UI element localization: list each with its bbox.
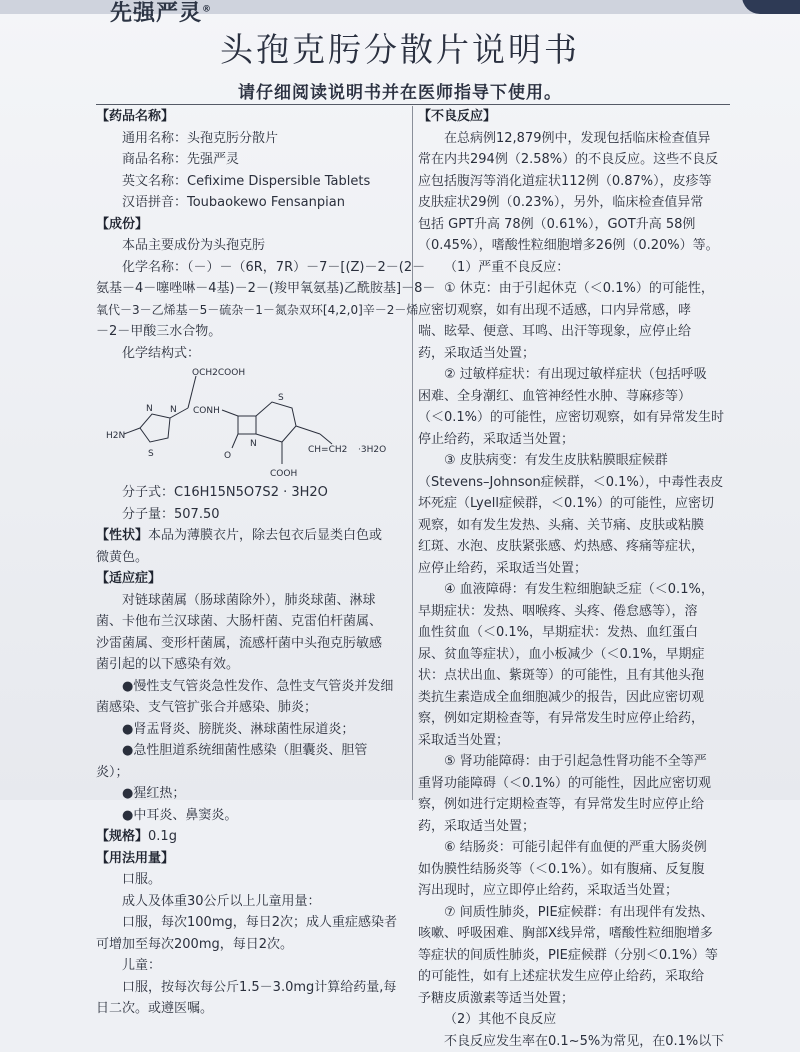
adverse-line: 察，例如定期检查等，有异常发生时应停止给药， [418,708,718,730]
adverse-line: 察，例如进行定期检查等，有异常发生时应停止给 [418,794,718,816]
right-column [418,106,718,1052]
adverse-line: 如伪膜性结肠炎等（＜0.1%）。如有腹痛、反复腹 [418,859,718,881]
property-text: 本品为薄膜衣片，除去包衣后显类白色或 [148,528,382,543]
adverse-line: 予糖皮质激素等适当处置； [418,988,718,1010]
usage-line: 成人及体重30公斤以上儿童用量： [96,891,410,913]
usage-heading: 【用法用量】 [96,848,410,870]
spec-heading: 【规格】 [96,829,148,844]
adverse-line: ③ 皮肤病变：有发生皮肤粘膜眼症候群 [418,450,718,472]
document-title: 头孢克肟分散片说明书 [0,24,800,71]
structure-hydrate: ·3H2O [358,445,386,455]
chemical-name-line: 氧代－3－乙烯基－5－硫杂－1－氮杂双环[4,2,0]辛－2－烯 [96,300,410,322]
adverse-line: 坏死症（Lyell症候群，＜0.1%）的可能性，应密切 [418,493,718,515]
adverse-line: ④ 血液障碍：有发生粒细胞缺乏症（＜0.1%， [418,579,718,601]
usage-warning: 请仔细阅读说明书并在医师指导下使用。 [0,78,800,103]
structure-cooh: COOH [270,469,297,479]
structure-n-oxime: N [170,405,177,415]
adverse-line: 血性贫血（＜0.1%，早期症状：发热、血红蛋白 [418,622,718,644]
indication-line: 菌感染、支气管扩张合并感染、肺炎； [96,697,410,719]
adverse-line: 尿、贫血等症状），血小板减少（＜0.1%，早期症 [418,644,718,666]
chemical-name-line: －2－甲酸三水合物。 [96,321,410,343]
registered-mark: ® [202,5,212,15]
composition-intro: 本品主要成份为头孢克肟 [96,235,410,257]
adverse-line: 泻出现时，应立即停止给药，采取适当处置； [418,880,718,902]
adverse-line: 药，采取适当处置； [418,816,718,838]
structure-n-thiazole: N [146,404,153,414]
property-text: 微黄色。 [96,547,410,569]
column-divider [412,106,413,800]
structure-diagram [96,364,410,482]
chemical-structure [96,364,410,482]
corner-badge [742,0,800,14]
property-heading: 【性状】 [96,528,148,543]
molecular-weight: 分子量：507.50 [96,504,410,526]
structure-h2n: H2N [106,431,125,441]
adverse-line: ① 休克：由于引起休克（＜0.1%）的可能性， [418,278,718,300]
chemical-name-line: 化学名称：（－）－（6R，7R）－7－[(Z)－2－(2－ [96,257,410,279]
english-name: 英文名称：Cefixime Dispersible Tablets [96,171,410,193]
structure-label: 化学结构式： [96,343,410,365]
indication-bullet: ●慢性支气管炎急性发作、急性支气管炎并发细 [96,676,410,698]
usage-line: 口服。 [96,869,410,891]
spec-value: 0.1g [148,829,177,844]
adverse-line: ⑦ 间质性肺炎，PIE症候群：有出现伴有发热、 [418,902,718,924]
usage-line: 日二次。或遵医嘱。 [96,998,410,1020]
adverse-line: 等症状的间质性肺炎，PIE症候群（分别＜0.1%）等 [418,945,718,967]
indication-line: 沙雷菌属、变形杆菌属，流感杆菌中头孢克肟敏感 [96,633,410,655]
adverse-line: ② 过敏样症状：有出现过敏样症状（包括呼吸 [418,364,718,386]
brand-name: 先强严灵 [110,1,202,26]
adverse-line: 喘、眩晕、便意、耳鸣、出汗等现象，应停止给 [418,321,718,343]
indication-heading: 【适应症】 [96,568,410,590]
adverse-line: 重肾功能障碍（＜0.1%）的可能性，因此应密切观 [418,773,718,795]
adverse-line: （1）严重不良反应： [418,257,718,279]
adverse-line: 早期症状：发热、咽喉疼、头疼、倦怠感等），溶 [418,601,718,623]
adverse-line: 包括 GPT升高 78例（0.61%），GOT升高 58例 [418,214,718,236]
indication-bullet: ●中耳炎、鼻窦炎。 [96,805,410,827]
adverse-line: ⑥ 结肠炎：可能引起伴有血便的严重大肠炎例 [418,837,718,859]
structure-s-thiazole: S [148,449,154,459]
adverse-line: 常在内共294例（2.58%）的不良反应。这些不良反 [418,149,718,171]
usage-line: 口服，每次100mg，每日2次；成人重症感染者 [96,912,410,934]
adverse-heading: 【不良反应】 [418,106,718,128]
structure-n-lactam: N [250,439,257,449]
usage-line: 儿童： [96,955,410,977]
structure-s-ring: S [278,393,284,403]
adverse-line: 类抗生素造成全血细胞减少的报告，因此应密切观 [418,687,718,709]
adverse-line: 不良反应发生率在0.1~5%为常见，在0.1%以下 [418,1031,718,1052]
adverse-line: 应密切观察，如有出现不适感，口内异常感，哮 [418,300,718,322]
adverse-line: （＜0.1%）的可能性，应密切观察，如有异常发生时 [418,407,718,429]
adverse-line: 在总病例12,879例中，发现包括临床检查值异 [418,128,718,150]
adverse-line: 的可能性，如有上述症状发生应停止给药，采取给 [418,966,718,988]
drug-name-heading: 【药品名称】 [96,106,410,128]
adverse-line: 红斑、水泡、皮肤紧张感、灼热感、疼痛等症状， [418,536,718,558]
indication-bullet: ●猩红热； [96,783,410,805]
adverse-line: 药，采取适当处置； [418,343,718,365]
adverse-line: ⑤ 肾功能障碍：由于引起急性肾功能不全等严 [418,751,718,773]
structure-och2cooh: OCH2COOH [192,368,245,378]
adverse-line: （Stevens–Johnson症候群，＜0.1%），中毒性表皮 [418,472,718,494]
adverse-line: 皮肤症状29例（0.23%），另外，临床检查值异常 [418,192,718,214]
adverse-line: 采取适当处置； [418,730,718,752]
usage-line: 可增加至每次200mg，每日2次。 [96,934,410,956]
top-divider [96,104,730,105]
molecular-formula: 分子式：C16H15N5O7S2 · 3H2O [96,482,410,504]
adverse-line: 应停止给药，采取适当处置； [418,558,718,580]
indication-line: 对链球菌属（肠球菌除外），肺炎球菌、淋球 [96,590,410,612]
adverse-line: 停止给药，采取适当处置； [418,429,718,451]
brand-logo [110,0,212,27]
adverse-line: 咳嗽、呼吸困难、胸部X线异常，嗜酸性粒细胞增多 [418,923,718,945]
generic-name: 通用名称：头孢克肟分散片 [96,128,410,150]
indication-line: 菌、卡他布兰汉球菌、大肠杆菌、克雷伯杆菌属、 [96,611,410,633]
structure-conh: CONH [193,406,220,416]
adverse-line: 困难、全身潮红、血管神经性水肿、荨麻疹等） [418,386,718,408]
structure-vinyl: CH=CH2 [308,445,347,455]
indication-bullet: ●急性胆道系统细菌性感染（胆囊炎、胆管 [96,740,410,762]
trade-name: 商品名称：先强严灵 [96,149,410,171]
adverse-line: （0.45%），嗜酸性粒细胞增多26例（0.20%）等。 [418,235,718,257]
adverse-line: 应包括腹泻等消化道症状112例（0.87%），皮疹等 [418,171,718,193]
adverse-line: 观察，如有发生发热、头痛、关节痛、皮肤或粘膜 [418,515,718,537]
adverse-line: （2）其他不良反应 [418,1009,718,1031]
indication-bullet: ●肾盂肾炎、膀胱炎、淋球菌性尿道炎； [96,719,410,741]
chemical-name-line: 氨基－4－噻唑啉－4基)－2－(羧甲氧氨基)乙酰胺基]－8－ [96,278,410,300]
indication-line: 炎）； [96,762,410,784]
composition-heading: 【成份】 [96,214,410,236]
pinyin-name: 汉语拼音：Toubaokewo Fensanpian [96,192,410,214]
adverse-line: 状：点状出血、紫斑等）的可能性，且有其他头孢 [418,665,718,687]
usage-line: 口服，按每次每公斤1.5－3.0mg计算给药量,每 [96,977,410,999]
structure-o-lactam: O [224,451,231,461]
left-column [96,106,410,1020]
indication-line: 菌引起的以下感染有效。 [96,654,410,676]
